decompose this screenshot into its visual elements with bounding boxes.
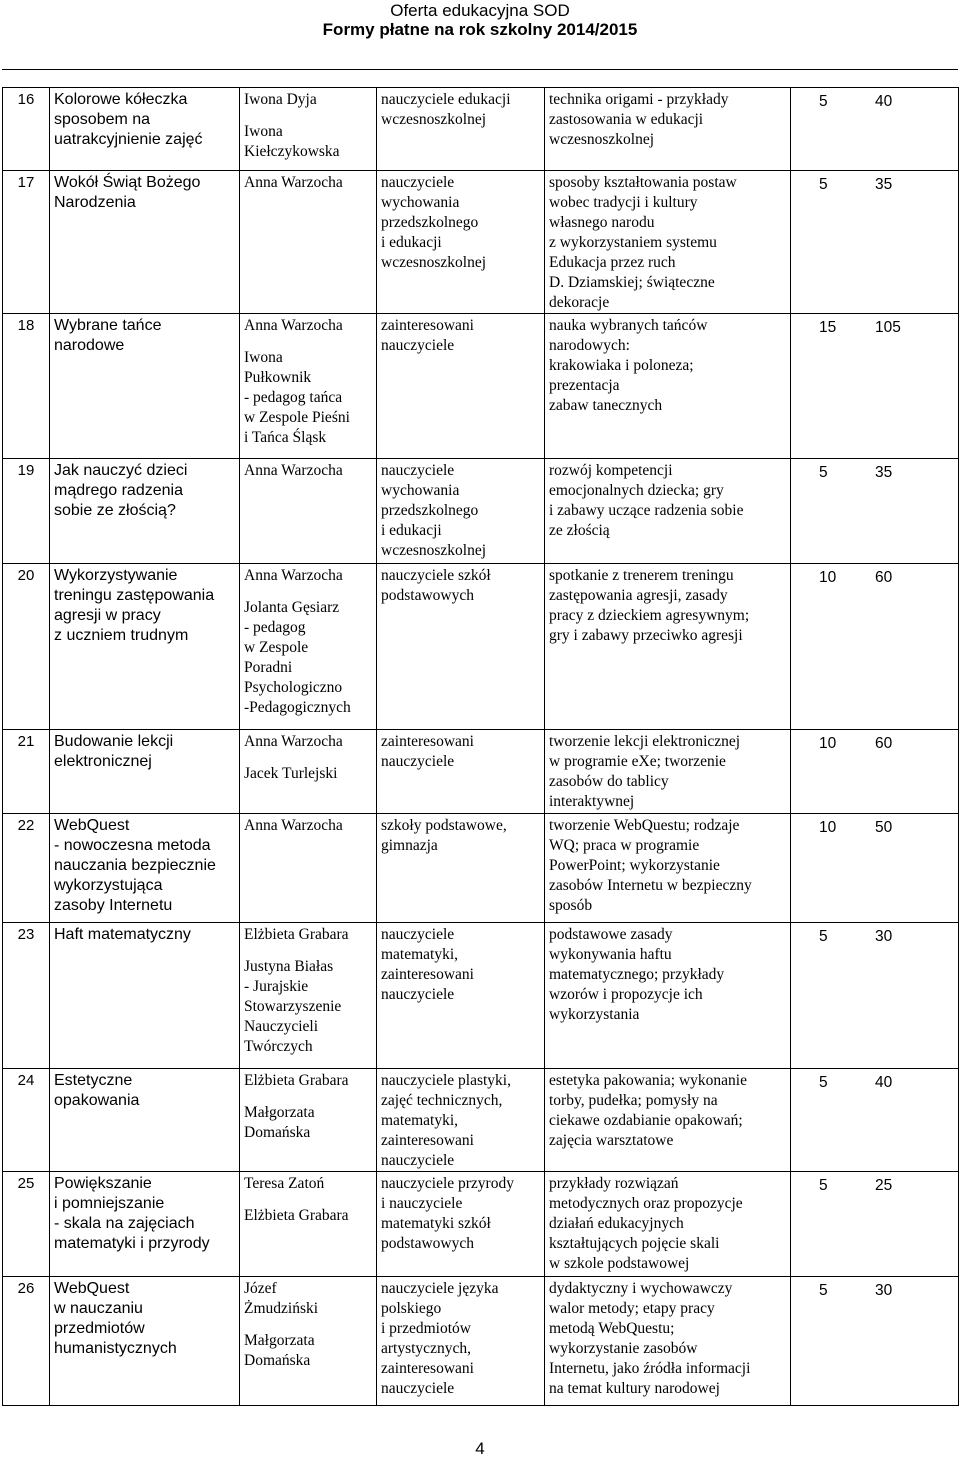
leader-line: Iwona [244, 123, 283, 140]
leader-line: Elżbieta Grabara [244, 926, 349, 943]
hours-value: 5 [819, 93, 828, 110]
leader-spacer [244, 752, 372, 764]
course-hours [791, 730, 959, 814]
leader-spacer [244, 586, 372, 598]
program-line: zasobów Internetu w bezpieczny [549, 877, 752, 894]
leader-line: Iwona [244, 349, 283, 366]
audience-line: polskiego [381, 1300, 442, 1317]
course-audience [377, 171, 545, 314]
course-audience [377, 814, 545, 923]
program-line: walor metody; etapy pracy [549, 1300, 715, 1317]
hours-value: 5 [819, 928, 828, 945]
course-title-line: Wykorzystywanie [54, 567, 178, 584]
audience-line: wczesnoszkolnej [381, 254, 487, 271]
program-line: Edukacja przez ruch [549, 254, 676, 271]
program-line: tworzenie lekcji elektronicznej [549, 733, 741, 750]
hours-value: 15 [819, 319, 837, 336]
program-line: wobec tradycji i kultury [549, 194, 698, 211]
course-hours [791, 814, 959, 923]
leader-line: Anna Warzocha [244, 462, 343, 479]
course-leaders [240, 459, 377, 564]
leader-line: Elżbieta Grabara [244, 1207, 349, 1224]
hours-wrapper [795, 816, 954, 840]
groups-value: 40 [875, 1074, 893, 1091]
audience-line: zajęć technicznych, [381, 1092, 503, 1109]
course-program [545, 314, 791, 459]
course-program [545, 923, 791, 1069]
row-number: 26 [3, 1277, 50, 1406]
leader-line: Elżbieta Grabara [244, 1072, 349, 1089]
row-number: 24 [3, 1069, 50, 1172]
courses-table [2, 87, 959, 1406]
program-line: i zabawy uczące radzenia sobie [549, 502, 744, 519]
course-program [545, 814, 791, 923]
program-line: rozwój kompetencji [549, 462, 673, 479]
audience-line: nauczyciele [381, 462, 455, 479]
groups-value: 40 [875, 93, 893, 110]
header-line-1: Oferta edukacyjna SOD [390, 1, 570, 20]
hours-wrapper [795, 566, 954, 590]
table-row [3, 730, 959, 814]
course-title-line: Estetyczne [54, 1072, 133, 1089]
hours-wrapper [795, 732, 954, 756]
course-audience [377, 314, 545, 459]
hours-wrapper [795, 1279, 954, 1303]
audience-line: nauczyciele [381, 174, 455, 191]
course-title-line: humanistycznych [54, 1340, 177, 1357]
table-row [3, 314, 959, 459]
course-title-line: Powiększanie [54, 1175, 152, 1192]
course-program [545, 459, 791, 564]
course-audience [377, 1277, 545, 1406]
course-title [50, 730, 240, 814]
leader-line: Domańska [244, 1352, 311, 1369]
audience-line: wychowania [381, 194, 460, 211]
course-program [545, 171, 791, 314]
course-hours [791, 171, 959, 314]
course-title-line: WebQuest [54, 1280, 130, 1297]
course-title [50, 314, 240, 459]
groups-value: 35 [875, 464, 893, 481]
course-leaders [240, 923, 377, 1069]
program-line: wykorzystania [549, 1006, 640, 1023]
courses-table-body [3, 88, 959, 1406]
program-line: pracy z dzieckiem agresywnym; [549, 607, 750, 624]
row-number: 23 [3, 923, 50, 1069]
course-leaders [240, 814, 377, 923]
audience-line: nauczyciele [381, 1380, 455, 1397]
program-line: zasobów do tablicy [549, 773, 669, 790]
hours-wrapper [795, 461, 954, 485]
leader-line: Domańska [244, 1124, 311, 1141]
hours-value: 10 [819, 735, 837, 752]
program-line: dydaktyczny i wychowawczy [549, 1280, 733, 1297]
hours-value: 5 [819, 1282, 828, 1299]
course-title-line: - skala na zajęciach [54, 1215, 195, 1232]
table-row [3, 1069, 959, 1172]
program-line: wykorzystanie zasobów [549, 1340, 698, 1357]
audience-line: szkoły podstawowe, [381, 817, 507, 834]
program-line: wzorów i propozycje ich [549, 986, 703, 1003]
audience-line: wychowania [381, 482, 460, 499]
program-line: podstawowe zasady [549, 926, 673, 943]
leader-line: Poradni [244, 659, 293, 676]
leader-line: Iwona Dyja [244, 91, 317, 108]
hours-wrapper [795, 173, 954, 197]
audience-line: nauczyciele [381, 926, 455, 943]
course-title-line: uatrakcyjnienie zajęć [54, 131, 203, 148]
groups-value: 105 [875, 319, 901, 336]
table-row [3, 1277, 959, 1406]
leader-line: w Zespole [244, 639, 309, 656]
hours-value: 5 [819, 176, 828, 193]
course-title [50, 923, 240, 1069]
course-title-line: przedmiotów [54, 1320, 145, 1337]
audience-line: nauczyciele szkół [381, 567, 491, 584]
course-title [50, 814, 240, 923]
leader-line: Psychologiczno [244, 679, 343, 696]
leader-line: Nauczycieli [244, 1018, 319, 1035]
course-title [50, 1172, 240, 1277]
audience-line: i edukacji [381, 234, 442, 251]
table-row [3, 88, 959, 171]
program-line: sposób [549, 897, 593, 914]
course-audience [377, 1069, 545, 1172]
hours-value: 5 [819, 1177, 828, 1194]
course-title-line: WebQuest [54, 817, 130, 834]
course-leaders [240, 314, 377, 459]
course-hours [791, 564, 959, 730]
row-number: 22 [3, 814, 50, 923]
course-program [545, 88, 791, 171]
audience-line: podstawowych [381, 587, 474, 604]
program-line: w szkole podstawowej [549, 1255, 690, 1272]
program-line: na temat kultury narodowej [549, 1380, 720, 1397]
course-program [545, 1172, 791, 1277]
course-title-line: zasoby Internetu [54, 897, 173, 914]
leader-line: Żmudziński [244, 1300, 319, 1317]
leader-line: Justyna Białas [244, 958, 334, 975]
row-number: 19 [3, 459, 50, 564]
hours-wrapper [795, 925, 954, 949]
program-line: działań edukacyjnych [549, 1215, 684, 1232]
program-line: w programie eXe; tworzenie [549, 753, 726, 770]
row-number: 25 [3, 1172, 50, 1277]
program-line: interaktywnej [549, 793, 635, 810]
leader-line: Małgorzata [244, 1104, 315, 1121]
audience-line: zainteresowani [381, 966, 474, 983]
groups-value: 50 [875, 819, 893, 836]
program-line: sposoby kształtowania postaw [549, 174, 737, 191]
course-leaders [240, 1277, 377, 1406]
audience-line: zainteresowani [381, 317, 474, 334]
program-line: technika origami - przykłady [549, 91, 729, 108]
course-title-line: narodowe [54, 337, 125, 354]
audience-line: podstawowych [381, 1235, 474, 1252]
program-line: zastępowania agresji, zasady [549, 587, 728, 604]
program-line: własnego narodu [549, 214, 655, 231]
row-number: 20 [3, 564, 50, 730]
course-title-line: elektronicznej [54, 753, 152, 770]
hours-value: 10 [819, 819, 837, 836]
leader-line: Teresa Zatoń [244, 1175, 325, 1192]
course-leaders [240, 564, 377, 730]
course-title-line: matematyki i przyrody [54, 1235, 210, 1252]
groups-value: 30 [875, 1282, 893, 1299]
leader-line: - pedagog tańca [244, 389, 343, 406]
leader-line: Anna Warzocha [244, 317, 343, 334]
course-program [545, 730, 791, 814]
course-program [545, 564, 791, 730]
program-line: estetyka pakowania; wykonanie [549, 1072, 747, 1089]
course-audience [377, 564, 545, 730]
audience-line: nauczyciele [381, 1152, 455, 1169]
course-title-line: treningu zastępowania [54, 587, 215, 604]
course-title-line: sobie ze złością? [54, 502, 176, 519]
course-leaders [240, 1172, 377, 1277]
header-rule [2, 69, 958, 70]
audience-line: matematyki szkół [381, 1215, 491, 1232]
program-line: metodą WebQuestu; [549, 1320, 675, 1337]
program-line: wykonywania haftu [549, 946, 672, 963]
hours-wrapper [795, 316, 954, 340]
groups-value: 60 [875, 735, 893, 752]
course-title-line: Budowanie lekcji [54, 733, 174, 750]
table-row [3, 1172, 959, 1277]
audience-line: zainteresowani [381, 1360, 474, 1377]
audience-line: wczesnoszkolnej [381, 542, 487, 559]
audience-line: artystycznych, [381, 1340, 471, 1357]
course-audience [377, 459, 545, 564]
program-line: prezentacja [549, 377, 620, 394]
groups-value: 60 [875, 569, 893, 586]
course-audience [377, 1172, 545, 1277]
groups-value: 35 [875, 176, 893, 193]
course-title-line: Kolorowe kółeczka [54, 91, 188, 108]
leader-line: i Tańca Śląsk [244, 429, 327, 446]
audience-line: nauczyciele języka [381, 1280, 499, 1297]
program-line: zajęcia warsztatowe [549, 1132, 674, 1149]
hours-wrapper [795, 1071, 954, 1095]
audience-line: i nauczyciele [381, 1195, 463, 1212]
leader-line: w Zespole Pieśni [244, 409, 350, 426]
header-line-2: Formy płatne na rok szkolny 2014/2015 [322, 20, 638, 39]
course-audience [377, 730, 545, 814]
table-row [3, 814, 959, 923]
leader-line: Józef [244, 1280, 277, 1297]
leader-line: -Pedagogicznych [244, 699, 351, 716]
course-title [50, 1069, 240, 1172]
leader-line: - Jurajskie [244, 978, 309, 995]
program-line: kształtujących pojęcie skali [549, 1235, 720, 1252]
hours-wrapper [795, 90, 954, 114]
program-line: ciekawe ozdabianie opakowań; [549, 1112, 743, 1129]
audience-line: zainteresowani [381, 1132, 474, 1149]
course-title-line: sposobem na [54, 111, 151, 128]
leader-spacer [244, 1194, 372, 1206]
course-title [50, 459, 240, 564]
program-line: emocjonalnych dziecka; gry [549, 482, 724, 499]
audience-line: wczesnoszkolnej [381, 111, 487, 128]
course-title-line: mądrego radzenia [54, 482, 183, 499]
audience-line: nauczyciele plastyki, [381, 1072, 511, 1089]
course-program [545, 1069, 791, 1172]
program-line: tworzenie WebQuestu; rodzaje [549, 817, 740, 834]
leader-line: Stowarzyszenie [244, 998, 342, 1015]
hours-value: 5 [819, 464, 828, 481]
audience-line: gimnazja [381, 837, 438, 854]
course-title [50, 88, 240, 171]
course-audience [377, 923, 545, 1069]
audience-line: i przedmiotów [381, 1320, 471, 1337]
course-title-line: Wybrane tańce [54, 317, 162, 334]
course-title [50, 564, 240, 730]
course-title-line: nauczania bezpiecznie [54, 857, 216, 874]
table-row [3, 171, 959, 314]
program-line: z wykorzystaniem systemu [549, 234, 717, 251]
course-hours [791, 314, 959, 459]
program-line: dekoracje [549, 294, 610, 311]
program-line: torby, pudełka; pomysły na [549, 1092, 718, 1109]
leader-line: Kiełczykowska [244, 143, 340, 160]
course-hours [791, 1277, 959, 1406]
program-line: D. Dziamskiej; świąteczne [549, 274, 715, 291]
course-hours [791, 1069, 959, 1172]
course-title-line: w nauczaniu [54, 1300, 143, 1317]
program-line: PowerPoint; wykorzystanie [549, 857, 720, 874]
leader-line: Jolanta Gęsiarz [244, 599, 340, 616]
hours-wrapper [795, 1174, 954, 1198]
leader-spacer [244, 1091, 372, 1103]
course-title [50, 171, 240, 314]
leader-spacer [244, 336, 372, 348]
program-line: Internetu, jako źródła informacji [549, 1360, 751, 1377]
course-title-line: - nowoczesna metoda [54, 837, 211, 854]
leader-line: Twórczych [244, 1038, 313, 1055]
program-line: nauka wybranych tańców [549, 317, 708, 334]
program-line: zastosowania w edukacji [549, 111, 704, 128]
course-title-line: Narodzenia [54, 194, 136, 211]
program-line: narodowych: [549, 337, 630, 354]
course-title [50, 1277, 240, 1406]
program-line: krakowiaka i poloneza; [549, 357, 694, 374]
program-line: wczesnoszkolnej [549, 131, 655, 148]
course-title-line: opakowania [54, 1092, 140, 1109]
audience-line: nauczyciele edukacji [381, 91, 511, 108]
groups-value: 30 [875, 928, 893, 945]
row-number: 18 [3, 314, 50, 459]
leader-spacer [244, 110, 372, 122]
course-title-line: i pomniejszanie [54, 1195, 165, 1212]
course-hours [791, 459, 959, 564]
course-title-line: wykorzystująca [54, 877, 163, 894]
leader-spacer [244, 1319, 372, 1331]
course-title-line: Jak nauczyć dzieci [54, 462, 188, 479]
leader-line: Anna Warzocha [244, 733, 343, 750]
audience-line: matematyki, [381, 1112, 459, 1129]
program-line: spotkanie z trenerem treningu [549, 567, 734, 584]
hours-value: 5 [819, 1074, 828, 1091]
program-line: ze złością [549, 522, 610, 539]
row-number: 16 [3, 88, 50, 171]
course-audience [377, 88, 545, 171]
leader-line: Pułkownik [244, 369, 312, 386]
audience-line: zainteresowani [381, 733, 474, 750]
course-title-line: z uczniem trudnym [54, 627, 189, 644]
program-line: gry i zabawy przeciwko agresji [549, 627, 743, 644]
audience-line: i edukacji [381, 522, 442, 539]
program-line: metodycznych oraz propozycje [549, 1195, 743, 1212]
course-hours [791, 88, 959, 171]
audience-line: nauczyciele [381, 337, 455, 354]
audience-line: nauczyciele przyrody [381, 1175, 514, 1192]
table-row [3, 459, 959, 564]
table-row [3, 564, 959, 730]
course-program [545, 1277, 791, 1406]
page-number: 4 [475, 1439, 485, 1458]
program-line: zabaw tanecznych [549, 397, 663, 414]
course-title-line: agresji w pracy [54, 607, 161, 624]
course-hours [791, 1172, 959, 1277]
audience-line: nauczyciele [381, 753, 455, 770]
leader-line: Małgorzata [244, 1332, 315, 1349]
course-title-line: Haft matematyczny [54, 926, 191, 943]
leader-line: Anna Warzocha [244, 174, 343, 191]
groups-value: 25 [875, 1177, 893, 1194]
leader-line: - pedagog [244, 619, 306, 636]
hours-value: 10 [819, 569, 837, 586]
program-line: WQ; praca w programie [549, 837, 700, 854]
row-number: 21 [3, 730, 50, 814]
leader-line: Anna Warzocha [244, 567, 343, 584]
course-leaders [240, 171, 377, 314]
course-leaders [240, 1069, 377, 1172]
course-leaders [240, 730, 377, 814]
leader-line: Jacek Turlejski [244, 765, 338, 782]
row-number: 17 [3, 171, 50, 314]
course-hours [791, 923, 959, 1069]
table-row [3, 923, 959, 1069]
audience-line: matematyki, [381, 946, 459, 963]
audience-line: przedszkolnego [381, 502, 479, 519]
program-line: matematycznego; przykłady [549, 966, 725, 983]
leader-spacer [244, 945, 372, 957]
audience-line: przedszkolnego [381, 214, 479, 231]
course-leaders [240, 88, 377, 171]
audience-line: nauczyciele [381, 986, 455, 1003]
course-title-line: Wokół Świąt Bożego [54, 174, 201, 191]
leader-line: Anna Warzocha [244, 817, 343, 834]
program-line: przykłady rozwiązań [549, 1175, 679, 1192]
